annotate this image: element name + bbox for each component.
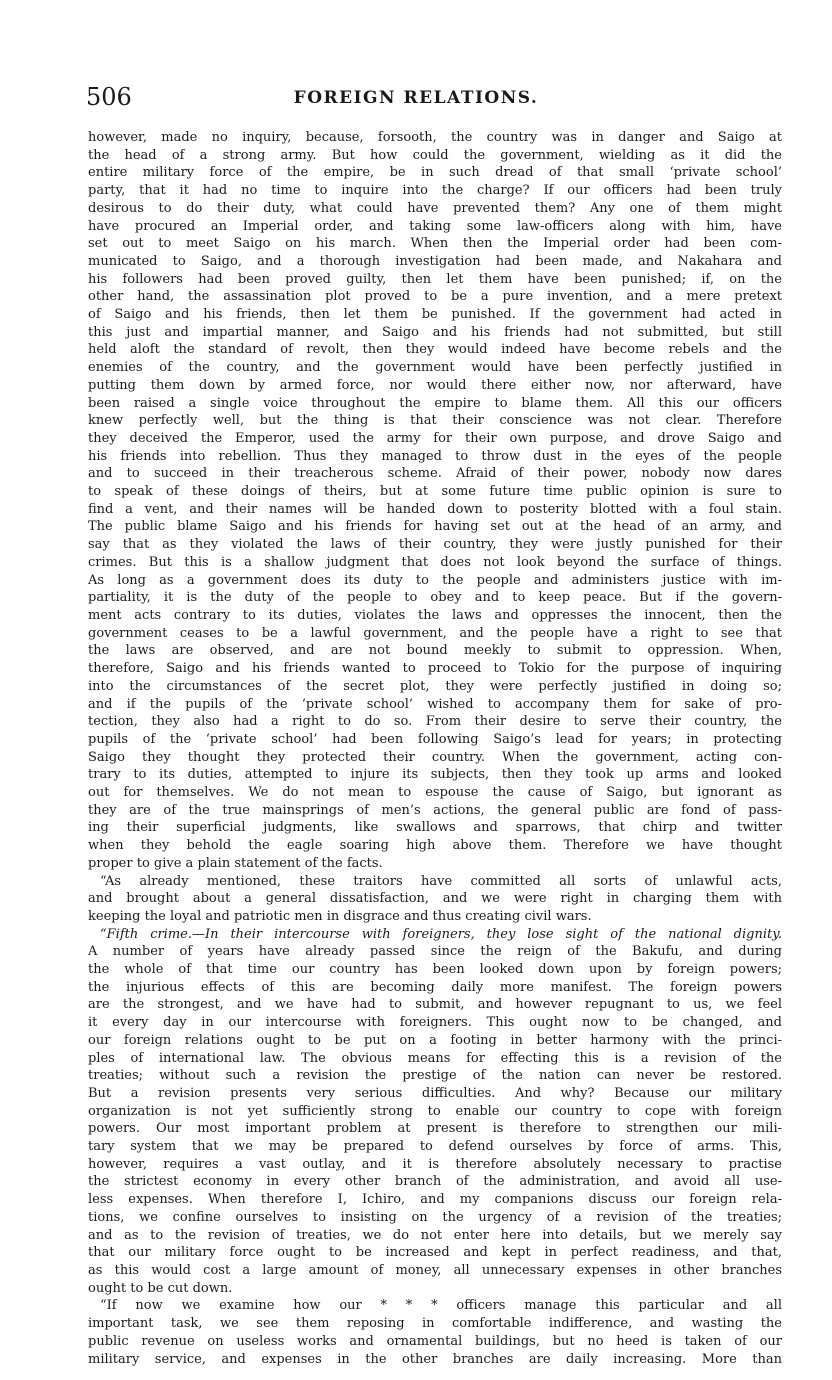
text-line: the head of a strong army. But how could the government, wielding as it did the — [88, 147, 782, 163]
text-line: trary to its duties, attempted to injure its subjects, then they took up arms and looked — [88, 767, 782, 783]
text-line: they deceived the Emperor, used the army for their own purpose, and drove Saigo and — [88, 430, 782, 446]
text-line: organization is not yet sufficiently strong to enable our country to cope with foreign — [88, 1103, 782, 1119]
text-line: other hand, the assassination plot proved to be a pure invention, and a mere pretext — [88, 289, 782, 305]
text-line: ought to be cut down. — [88, 1280, 233, 1296]
text-line: are the strongest, and we have had to submit, and however repugnant to us, we feel — [88, 997, 782, 1013]
text-line: as this would cost a large amount of money, all unnecessary expenses in other branches — [88, 1263, 782, 1278]
text-line: tection, they also had a right to do so. From their desire to serve their country, the — [88, 714, 782, 730]
text-line: treaties; without such a revision the prestige of the nation can never be restored. — [88, 1068, 782, 1084]
text-line: desirous to do their duty, what could have prevented them? Any one of them might — [88, 200, 782, 216]
text-line: As long as a government does its duty to the people and administers justice with im- — [88, 572, 782, 588]
text-line: entire military force of the empire, be in such dread of that small ‘private school’ — [88, 165, 782, 181]
text-line: But a revision presents very serious difficulties. And why? Because our military — [88, 1085, 782, 1101]
text-line: and as to the revision of treaties, we do not enter here into details, but we merely say — [88, 1227, 782, 1243]
text-line: the strictest economy in every other branch of the administration, and avoid all use- — [88, 1174, 782, 1190]
text-line: that our military force ought to be increased and kept in perfect readiness, and that, — [88, 1245, 782, 1261]
text-line: say that as they violated the laws of their country, they were justly punished for their — [88, 537, 782, 553]
text-line: been raised a single voice throughout the empire to blame them. All this our officers — [88, 395, 782, 411]
text-line: it every day in our intercourse with foreigners. This ought now to be changed, and — [88, 1015, 782, 1031]
page-number: 506 — [86, 83, 132, 111]
text-line: ment acts contrary to its duties, violates the laws and oppresses the innocent, then the — [88, 607, 782, 623]
text-line: to speak of these doings of theirs, but at some future time public opinion is sure to — [88, 484, 782, 500]
text-line: out for themselves. We do not mean to espouse the cause of Saigo, but ignorant as — [88, 785, 782, 801]
text-line: and brought about a general dissatisfaction, and we were right in charging them with — [88, 891, 782, 907]
text-line: “As already mentioned, these traitors have committed all sorts of unlawful acts, — [100, 873, 782, 889]
text-line: tary system that we may be prepared to defend ourselves by force of arms. This, — [88, 1139, 782, 1155]
text-line: A number of years have already passed since the reign of the Bakufu, and during — [88, 944, 782, 960]
text-line: partiality, it is the duty of the people to obey and to keep peace. But if the govern- — [88, 590, 782, 606]
text-line: ing their superficial judgments, like swallows and sparrows, that chirp and twitter — [88, 820, 782, 836]
text-line: tions, we confine ourselves to insisting on the urgency of a revision of the treaties; — [88, 1209, 782, 1225]
text-line: enemies of the country, and the government would have been perfectly justified in — [88, 360, 782, 376]
text-line: when they behold the eagle soaring high above them. Therefore we have thought — [88, 838, 782, 854]
text-line: into the circumstances of the secret plot, they were perfectly justified in doing so; — [88, 678, 782, 694]
text-line: crimes. But this is a shallow judgment that does not look beyond the surface of things. — [88, 554, 782, 570]
body-text — [88, 129, 782, 1368]
text-line: military service, and expenses in the other branches are daily increasing. More than — [88, 1351, 782, 1367]
text-line: this just and impartial manner, and Saigo and his friends had not submitted, but still — [88, 324, 782, 340]
text-line: keeping the loyal and patriotic men in disgrace and thus creating civil wars. — [88, 908, 592, 924]
text-line: his followers had been proved guilty, then let them have been punished; if, on the — [88, 271, 782, 287]
text-line: Saigo they thought they protected their country. When the government, acting con- — [88, 749, 782, 765]
text-line: government ceases to be a lawful government, and the people have a right to see that — [88, 625, 782, 641]
text-line: party, that it had no time to inquire into the charge? If our officers had been truly — [88, 183, 782, 199]
text-line: knew perfectly well, but the thing is that their conscience was not clear. Therefore — [88, 413, 782, 429]
text-line: “Fifth crime.—In their intercourse with foreigners, they lose sight of the national dignity. — [100, 926, 782, 942]
text-line: and if the pupils of the ‘private school’ wished to accompany them for sake of pro- — [88, 696, 782, 712]
text-line: the injurious effects of this are becoming daily more manifest. The foreign powers — [88, 979, 782, 995]
running-title: FOREIGN RELATIONS. — [293, 88, 539, 108]
text-line: however, requires a vast outlay, and it is therefore absolutely necessary to practise — [88, 1156, 782, 1172]
text-line: ples of international law. The obvious means for effecting this is a revision of the — [88, 1050, 782, 1066]
text-line: powers. Our most important problem at present is therefore to strengthen our mili- — [88, 1121, 782, 1137]
text-line: therefore, Saigo and his friends wanted to proceed to Tokio for the purpose of inquiring — [88, 661, 782, 677]
text-line: of Saigo and his friends, then let them be punished. If the government had acted in — [88, 307, 782, 323]
text-line: set out to meet Saigo on his march. When then the Imperial order had been com- — [88, 236, 782, 252]
text-line: The public blame Saigo and his friends for having set out at the head of an army, and — [88, 519, 782, 535]
text-line: and to succeed in their treacherous scheme. Afraid of their power, nobody now dares — [88, 466, 782, 482]
text-line: pupils of the ‘private school’ had been following Saigo’s lead for years; in protecting — [88, 731, 782, 747]
text-line: held aloft the standard of revolt, then they would indeed have become rebels and the — [88, 342, 782, 358]
text-line: important task, we see them reposing in comfortable indifference, and wasting the — [88, 1316, 782, 1332]
text-line: his friends into rebellion. Thus they managed to throw dust in the eyes of the people — [88, 448, 782, 464]
text-line: municated to Saigo, and a thorough investigation had been made, and Nakahara and — [88, 253, 782, 269]
text-line: our foreign relations ought to be put on a footing in better harmony with the princi- — [88, 1032, 782, 1048]
text-line: they are of the true mainsprings of men’s actions, the general public are fond of pass- — [88, 802, 782, 818]
text-line: have procured an Imperial order, and taking some law-officers along with him, have — [88, 218, 782, 234]
text-line: less expenses. When therefore I, Ichiro, and my companions discuss our foreign rela- — [88, 1192, 782, 1208]
text-line: find a vent, and their names will be handed down to posterity blotted with a foul stain. — [88, 501, 782, 517]
text-line: however, made no inquiry, because, forsooth, the country was in danger and Saigo at — [88, 130, 782, 145]
text-line: “If now we examine how our * * * officers manage this particular and all — [100, 1298, 782, 1314]
text-line: the whole of that time our country has been looked down upon by foreign powers; — [88, 962, 782, 978]
text-line: putting them down by armed force, nor would there either now, nor afterward, have — [88, 377, 782, 393]
text-line: proper to give a plain statement of the facts. — [88, 855, 383, 871]
text-line: the laws are observed, and are not bound meekly to submit to oppression. When, — [88, 643, 782, 659]
text-line: public revenue on useless works and ornamental buildings, but no heed is taken of our — [88, 1333, 782, 1349]
